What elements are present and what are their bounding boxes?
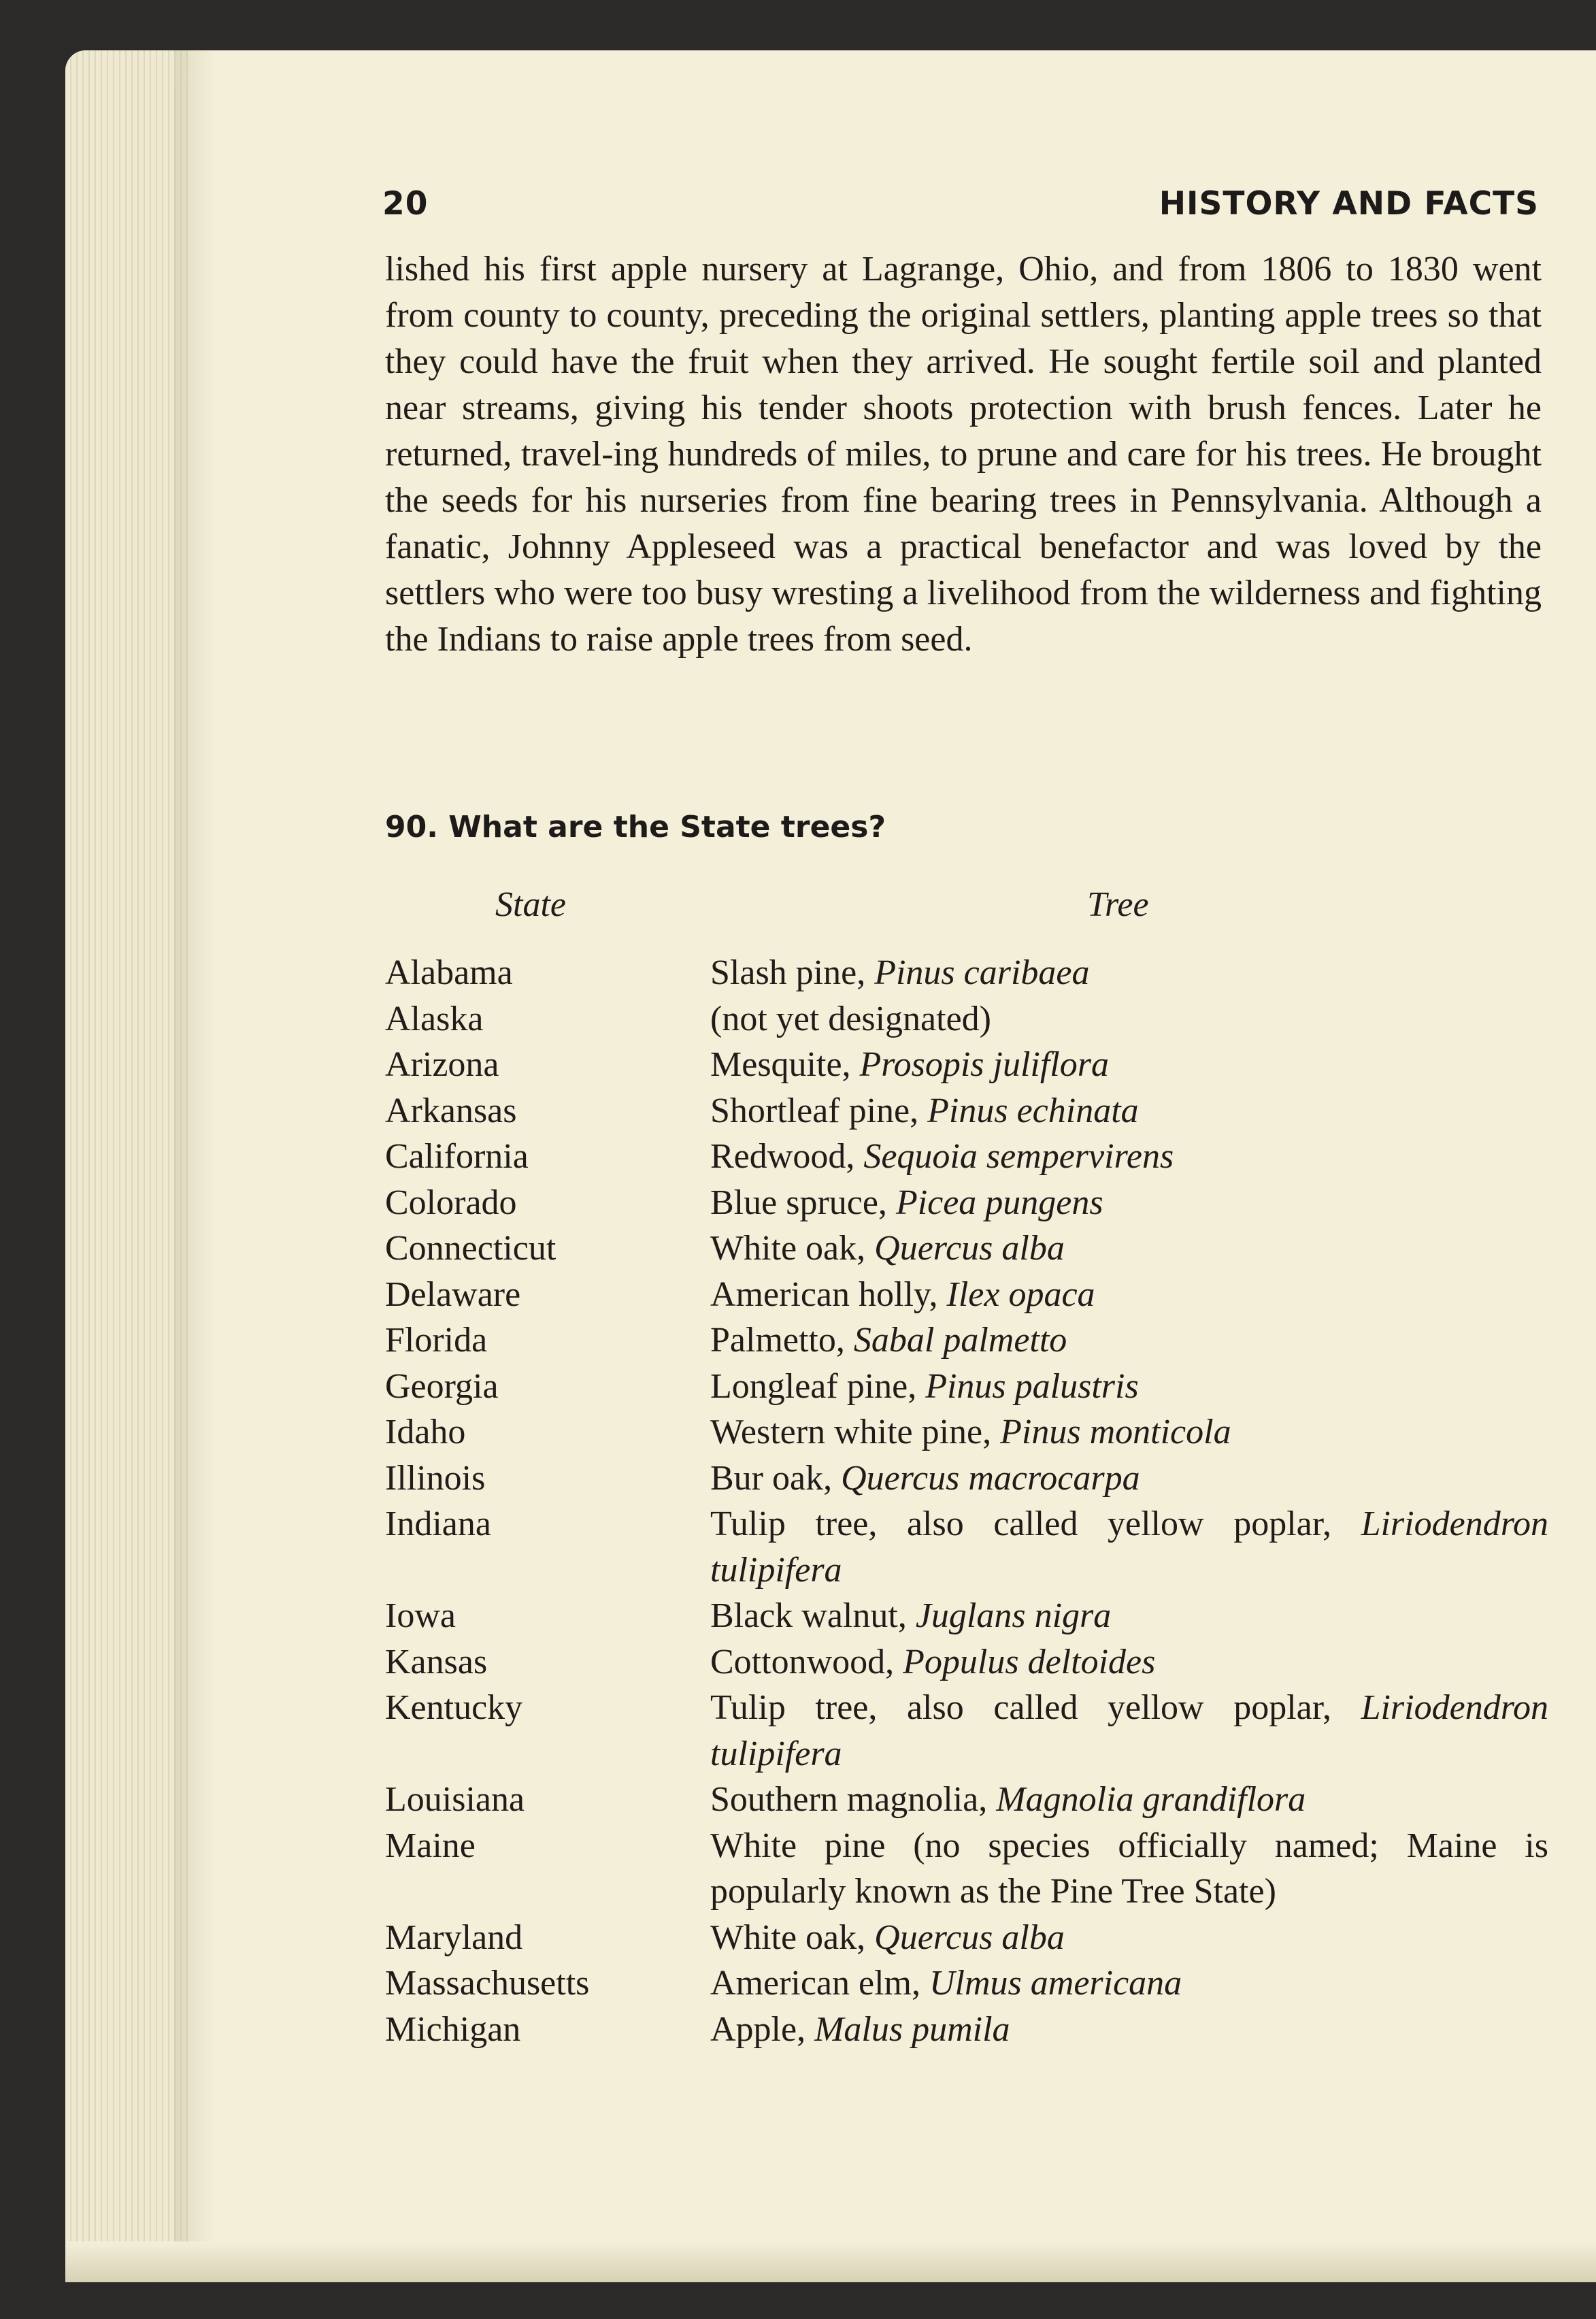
tree-scientific-name: Quercus alba	[874, 1918, 1065, 1957]
body-paragraph: lished his first apple nursery at Lagrange, Ohio, and from 1806 to 1830 went from county to county, preceding the original settlers, planting apple trees so that they could have the fruit when they arrived. He sought fertile soil and planted near streams, giving his tender shoots protection with brush fences. Later he returned, travel-ing hundreds of miles, to prune and care for his trees. He brought the seeds for his nurseries from fine bearing trees in Pennsylvania. Although a fanatic, Johnny Appleseed was a practical benefactor and was loved by the settlers who were too busy wresting a livelihood from the wilderness and fighting the Indians to raise apple trees from seed.	[385, 250, 1542, 659]
tree-cell	[710, 1226, 1548, 1272]
table-row	[385, 1685, 1548, 1777]
tree-common-name: Redwood,	[710, 1137, 864, 1176]
tree-scientific-name: Sabal palmetto	[853, 1321, 1067, 1360]
tree-cell	[710, 1501, 1548, 1593]
state-cell: Massachusetts	[385, 1964, 590, 2003]
tree-cell	[710, 1639, 1548, 1685]
tree-common-name: Western white pine,	[710, 1413, 1001, 1451]
state-cell: Louisiana	[385, 1780, 525, 1819]
state-cell: Illinois	[385, 1458, 486, 1498]
tree-cell	[710, 1823, 1548, 1915]
state-cell: Kansas	[385, 1642, 488, 1681]
state-cell: Maine	[385, 1826, 476, 1865]
tree-common-name: Tulip tree, also called yellow poplar,	[710, 1688, 1361, 1727]
table-row	[385, 1639, 1548, 1685]
tree-cell	[710, 1409, 1548, 1455]
tree-cell	[710, 1593, 1548, 1639]
tree-common-name: Slash pine,	[710, 953, 875, 992]
tree-scientific-name: Juglans nigra	[915, 1596, 1112, 1635]
tree-scientific-name: Quercus macrocarpa	[841, 1458, 1140, 1498]
tree-scientific-name: Pinus palustris	[925, 1366, 1139, 1406]
tree-cell	[710, 1317, 1548, 1364]
state-cell: Indiana	[385, 1504, 491, 1543]
tree-common-name: White oak,	[710, 1918, 875, 1957]
tree-common-name: Longleaf pine,	[710, 1366, 926, 1406]
state-cell: Florida	[385, 1321, 488, 1360]
table-row	[385, 1272, 1548, 1318]
tree-cell	[710, 1042, 1548, 1088]
tree-common-name: (not yet designated)	[710, 999, 991, 1038]
state-cell: Colorado	[385, 1183, 517, 1222]
table-row	[385, 1088, 1548, 1134]
tree-common-name: Mesquite,	[710, 1045, 860, 1084]
tree-common-name: Bur oak,	[710, 1458, 842, 1498]
table-row	[385, 2007, 1548, 2053]
state-cell: Idaho	[385, 1413, 466, 1451]
table-row	[385, 1226, 1548, 1272]
tree-common-name: Blue spruce,	[710, 1183, 896, 1222]
table-row	[385, 1823, 1548, 1915]
tree-scientific-name: Picea pungens	[895, 1183, 1103, 1222]
tree-cell	[710, 996, 1548, 1042]
tree-cell	[710, 2007, 1548, 2053]
table-row	[385, 1501, 1548, 1593]
state-cell: California	[385, 1137, 529, 1176]
table-row	[385, 1777, 1548, 1823]
tree-cell	[710, 1180, 1548, 1226]
column-header-state: State	[495, 885, 566, 924]
table-row	[385, 1317, 1548, 1364]
page-number: 20	[382, 185, 429, 223]
tree-common-name: American holly,	[710, 1274, 947, 1314]
table-row	[385, 1134, 1548, 1180]
tree-scientific-name: Magnolia grandiflora	[996, 1780, 1306, 1819]
tree-common-name: White oak,	[710, 1229, 875, 1268]
state-cell: Alabama	[385, 953, 513, 992]
table-row	[385, 1455, 1548, 1502]
tree-scientific-name: Prosopis juliflora	[859, 1045, 1109, 1084]
state-cell: Delaware	[385, 1274, 521, 1314]
tree-scientific-name: Malus pumila	[814, 2009, 1010, 2049]
table-row	[385, 950, 1548, 996]
state-cell: Iowa	[385, 1596, 456, 1635]
tree-scientific-name: Ulmus americana	[929, 1964, 1182, 2003]
tree-common-name: Black walnut,	[710, 1596, 916, 1635]
table-row	[385, 1364, 1548, 1410]
tree-common-name: Palmetto,	[710, 1321, 854, 1360]
tree-scientific-name: Pinus caribaea	[874, 953, 1090, 992]
tree-cell	[710, 1272, 1548, 1318]
question-heading: 90. What are the State trees?	[385, 810, 886, 844]
state-cell: Kentucky	[385, 1688, 523, 1727]
state-cell: Georgia	[385, 1366, 499, 1406]
state-cell: Arizona	[385, 1045, 499, 1084]
tree-scientific-name: Ilex opaca	[946, 1274, 1095, 1314]
column-header-tree: Tree	[1087, 885, 1149, 924]
tree-common-name: Tulip tree, also called yellow poplar,	[710, 1504, 1361, 1543]
page-bottom-edge	[65, 2241, 1596, 2282]
tree-scientific-name: Quercus alba	[874, 1229, 1065, 1268]
tree-scientific-name: Liriodendron tulipifera	[710, 1504, 1548, 1590]
tree-cell	[710, 950, 1548, 996]
tree-scientific-name: Populus deltoides	[903, 1642, 1156, 1681]
state-trees-table	[385, 950, 1548, 2052]
tree-common-name: Cottonwood,	[710, 1642, 903, 1681]
state-cell: Connecticut	[385, 1229, 556, 1268]
table-row	[385, 1593, 1548, 1639]
table-row	[385, 1915, 1548, 1961]
tree-scientific-name: Liriodendron tulipifera	[710, 1688, 1548, 1773]
state-cell: Michigan	[385, 2009, 521, 2049]
tree-scientific-name: Pinus echinata	[927, 1091, 1139, 1130]
table-row	[385, 996, 1548, 1042]
table-row	[385, 1960, 1548, 2007]
tree-common-name: Apple,	[710, 2009, 815, 2049]
table-row	[385, 1409, 1548, 1455]
tree-cell	[710, 1364, 1548, 1410]
state-cell: Alaska	[385, 999, 484, 1038]
state-cell: Arkansas	[385, 1091, 517, 1130]
tree-common-name: White pine (no species officially named; Maine is popularly known as the Pine Tree State)	[710, 1826, 1548, 1911]
tree-cell	[710, 1960, 1548, 2007]
state-cell: Maryland	[385, 1918, 523, 1957]
table-row	[385, 1042, 1548, 1088]
page-edge-stack	[65, 50, 188, 2282]
tree-cell	[710, 1915, 1548, 1961]
tree-common-name: Southern magnolia,	[710, 1780, 997, 1819]
tree-cell	[710, 1685, 1548, 1777]
tree-cell	[710, 1134, 1548, 1180]
table-row	[385, 1180, 1548, 1226]
tree-cell	[710, 1777, 1548, 1823]
tree-cell	[710, 1088, 1548, 1134]
tree-common-name: American elm,	[710, 1964, 929, 2003]
tree-scientific-name: Sequoia sempervirens	[863, 1137, 1174, 1176]
tree-cell	[710, 1455, 1548, 1502]
tree-scientific-name: Pinus monticola	[1000, 1413, 1231, 1451]
running-head: HISTORY AND FACTS	[1159, 185, 1539, 223]
tree-common-name: Shortleaf pine,	[710, 1091, 928, 1130]
